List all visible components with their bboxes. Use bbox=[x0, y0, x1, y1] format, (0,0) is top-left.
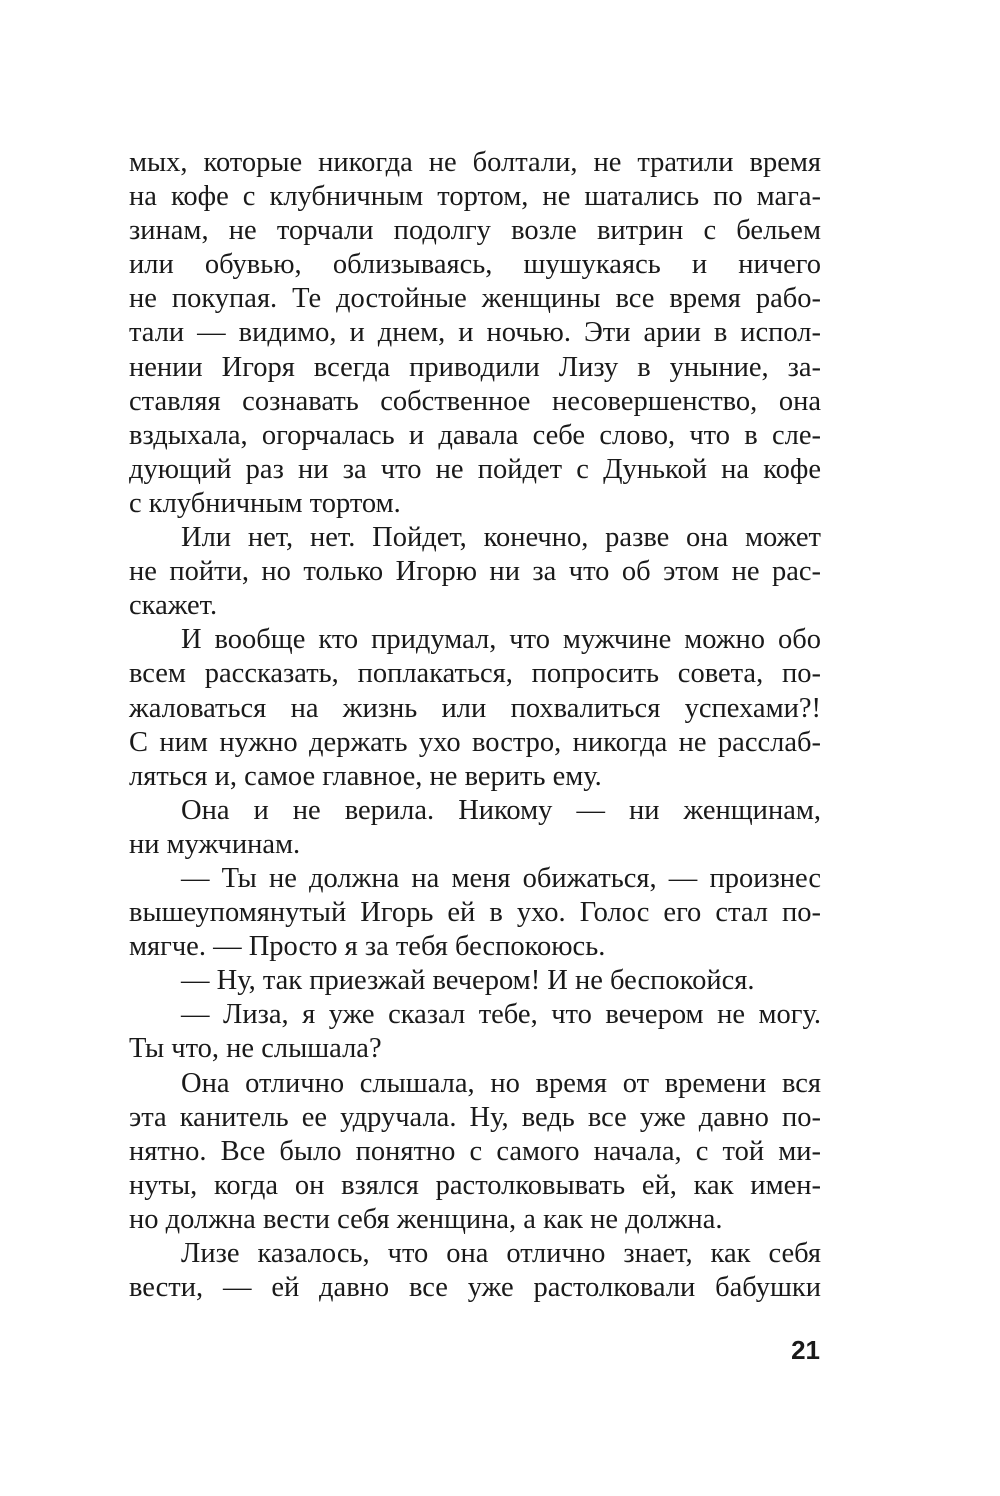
text-line: жаловаться на жизнь или похвалиться успехами?! bbox=[129, 692, 821, 724]
text-line: Ты что, не слышала? bbox=[129, 1033, 382, 1065]
text-line: вздыхала, огорчалась и давала себе слово, что в сле- bbox=[129, 419, 821, 451]
text-line: на кофе с клубничным тортом, не шатались по мага- bbox=[129, 181, 821, 213]
dialogue-line: — Ты не должна на меня обижаться, — произнес bbox=[181, 862, 821, 894]
text-line: мых, которые никогда не болтали, не тратили время bbox=[129, 147, 821, 178]
text-line: мягче. — Просто я за тебя беспокоюсь. bbox=[129, 931, 606, 963]
page-number: 21 bbox=[791, 1335, 820, 1365]
text-line: дующий раз ни за что не пойдет с Дунькой на кофе bbox=[129, 453, 821, 485]
text-line: С ним нужно держать ухо востро, никогда не расслаб- bbox=[129, 726, 821, 758]
text-line: ставляя сознавать собственное несовершенство, она bbox=[129, 385, 821, 417]
text-line: или обувью, облизываясь, шушукаясь и ничего bbox=[129, 249, 821, 281]
text-line: не покупая. Те достойные женщины все время рабо- bbox=[129, 283, 821, 315]
body-text bbox=[129, 146, 821, 1305]
paragraph-first-line: Или нет, нет. Пойдет, конечно, разве она может bbox=[181, 522, 821, 554]
paragraph-first-line: И вообще кто придумал, что мужчине можно обо bbox=[181, 624, 821, 656]
text-line: но должна вести себя женщина, а как не должна. bbox=[129, 1203, 723, 1235]
dialogue-line: — Лиза, я уже сказал тебе, что вечером не могу. bbox=[181, 999, 821, 1031]
dialogue-line: — Ну, так приезжай вечером! И не беспокойся. bbox=[181, 965, 755, 997]
text-line: ни мужчинам. bbox=[129, 828, 301, 860]
text-line: с клубничным тортом. bbox=[129, 487, 401, 519]
text-line: тали — видимо, и днем, и ночью. Эти арии в испол- bbox=[129, 317, 821, 349]
paragraph-first-line: Она и не верила. Никому — ни женщинам, bbox=[181, 794, 821, 826]
text-line: не пойти, но только Игорю ни за что об этом не рас- bbox=[129, 556, 821, 588]
text-line: нении Игоря всегда приводили Лизу в уныние, за- bbox=[129, 351, 821, 383]
text-line: всем рассказать, поплакаться, попросить совета, по- bbox=[129, 658, 821, 690]
text-line: зинам, не торчали подолгу возле витрин с бельем bbox=[129, 215, 821, 247]
paragraph-first-line: Лизе казалось, что она отлично знает, как себя bbox=[181, 1238, 821, 1269]
paragraph-first-line: Она отлично слышала, но время от времени вся bbox=[181, 1067, 821, 1099]
text-line: скажет. bbox=[129, 590, 218, 622]
text-line: нуты, когда он взялся растолковывать ей, как имен- bbox=[129, 1169, 821, 1201]
text-line: эта канитель ее удручала. Ну, ведь все уже давно по- bbox=[129, 1101, 821, 1133]
text-line: нятно. Все было понятно с самого начала, с той ми- bbox=[129, 1135, 821, 1167]
text-line: вышеупомянутый Игорь ей в ухо. Голос его стал по- bbox=[129, 897, 821, 929]
text-line: ляться и, самое главное, не верить ему. bbox=[129, 760, 602, 792]
text-line: вести, — ей давно все уже растолковали бабушки bbox=[129, 1272, 821, 1304]
